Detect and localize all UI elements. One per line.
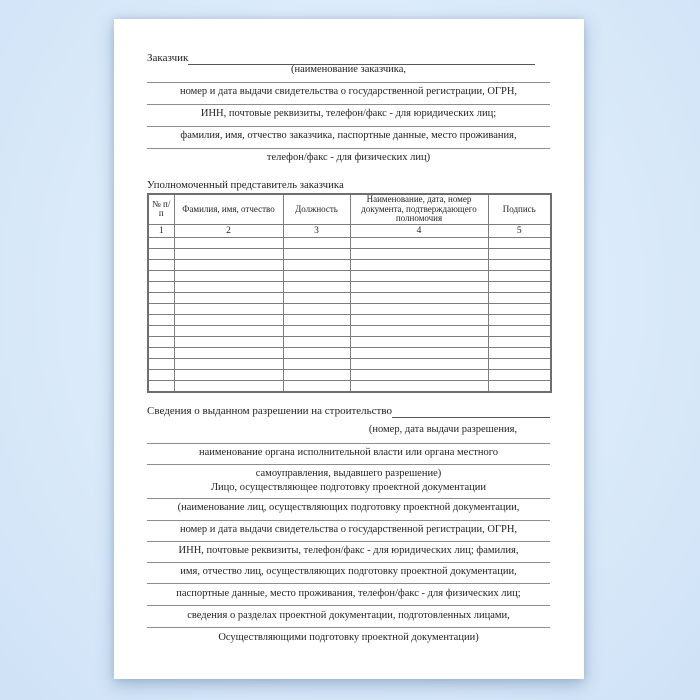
table-empty-cell: [488, 292, 551, 303]
customer-field: [147, 51, 550, 65]
table-empty-cell: [350, 292, 488, 303]
field-caption: (номер, дата выдачи разрешения,: [368, 424, 518, 435]
designer-label: Лицо, осуществляющее подготовку проектной документации: [210, 482, 487, 493]
table-empty-cell: [148, 303, 174, 314]
field-caption: самоуправления, выдавшего разрешение): [255, 468, 442, 479]
table-empty-cell: [148, 248, 174, 259]
table-empty-cell: [174, 281, 283, 292]
blank-line-rule: [147, 464, 550, 465]
table-empty-row: [148, 314, 551, 325]
table-empty-cell: [283, 303, 350, 314]
field-caption: фамилия, имя, отчество заказчика, паспортные данные, место проживания,: [180, 130, 517, 141]
table-empty-cell: [174, 380, 283, 392]
field-caption: (наименование заказчика,: [290, 64, 407, 75]
table-empty-cell: [283, 270, 350, 281]
blank-line-rule: [147, 583, 550, 584]
table-empty-cell: [148, 292, 174, 303]
table-empty-row: [148, 248, 551, 259]
field-caption: телефон/факс - для физических лиц): [266, 152, 431, 163]
table-empty-cell: [283, 248, 350, 259]
blank-line-rule: [147, 126, 550, 127]
table-empty-cell: [488, 380, 551, 392]
table-empty-cell: [488, 281, 551, 292]
table-empty-cell: [350, 380, 488, 392]
table-empty-cell: [148, 237, 174, 248]
field-caption: ИНН, почтовые реквизиты, телефон/факс - для юридических лиц;: [200, 108, 497, 119]
table-empty-cell: [350, 270, 488, 281]
field-caption: Осуществляющими подготовку проектной документации): [218, 632, 479, 643]
table-empty-cell: [174, 237, 283, 248]
blank-line-rule: [147, 562, 550, 563]
table-empty-cell: [148, 369, 174, 380]
table-empty-cell: [350, 369, 488, 380]
column-number: 1: [148, 224, 174, 237]
table-empty-cell: [148, 259, 174, 270]
table-empty-cell: [174, 259, 283, 270]
table-empty-cell: [350, 314, 488, 325]
table-empty-cell: [350, 303, 488, 314]
column-number: 4: [350, 224, 488, 237]
column-number: 2: [174, 224, 283, 237]
table-empty-cell: [283, 380, 350, 392]
col-header-position: Должность: [283, 194, 350, 224]
table-empty-cell: [350, 347, 488, 358]
permit-field: [147, 404, 550, 418]
table-empty-cell: [350, 358, 488, 369]
table-empty-row: [148, 270, 551, 281]
table-empty-cell: [350, 237, 488, 248]
table-empty-cell: [148, 270, 174, 281]
table-empty-cell: [174, 347, 283, 358]
table-empty-cell: [488, 369, 551, 380]
blank-line-rule: [147, 627, 550, 628]
field-caption: имя, отчество лиц, осуществляющих подготовку проектной документации,: [180, 566, 517, 577]
table-empty-row: [148, 369, 551, 380]
table-empty-cell: [174, 248, 283, 259]
table-empty-cell: [148, 325, 174, 336]
permit-blank-line: [392, 405, 550, 418]
table-empty-cell: [148, 314, 174, 325]
table-empty-cell: [488, 314, 551, 325]
table-header-row: [148, 194, 551, 224]
table-empty-cell: [148, 358, 174, 369]
col-header-signature: Подпись: [488, 194, 551, 224]
table-empty-cell: [488, 358, 551, 369]
col-header-number: № п/п: [148, 194, 174, 224]
table-empty-cell: [174, 358, 283, 369]
field-caption: паспортные данные, место проживания, телефон/факс - для физических лиц;: [176, 588, 521, 599]
table-empty-row: [148, 347, 551, 358]
table-empty-cell: [350, 281, 488, 292]
table-empty-cell: [148, 336, 174, 347]
column-number: 5: [488, 224, 551, 237]
table-empty-cell: [350, 248, 488, 259]
representative-table: [147, 193, 552, 393]
table-empty-cell: [283, 237, 350, 248]
blank-line-rule: [147, 605, 550, 606]
table-empty-cell: [283, 369, 350, 380]
table-empty-row: [148, 303, 551, 314]
table-empty-cell: [174, 292, 283, 303]
table-empty-cell: [488, 237, 551, 248]
table-empty-row: [148, 237, 551, 248]
table-empty-row: [148, 259, 551, 270]
table-empty-cell: [148, 347, 174, 358]
field-caption: наименование органа исполнительной власти или органа местного: [199, 447, 498, 458]
field-caption: (наименование лиц, осуществляющих подготовку проектной документации,: [177, 502, 520, 513]
column-number: 3: [283, 224, 350, 237]
table-empty-cell: [488, 325, 551, 336]
table-empty-cell: [488, 303, 551, 314]
table-empty-cell: [283, 347, 350, 358]
table-empty-cell: [488, 259, 551, 270]
representative-table-title: Уполномоченный представитель заказчика: [147, 179, 344, 191]
table-empty-row: [148, 281, 551, 292]
table-empty-cell: [488, 270, 551, 281]
table-empty-cell: [283, 325, 350, 336]
permit-label: Сведения о выданном разрешении на строительство: [147, 405, 392, 417]
table-empty-cell: [283, 336, 350, 347]
table-empty-cell: [350, 336, 488, 347]
table-empty-cell: [283, 259, 350, 270]
blank-line-rule: [147, 148, 550, 149]
table-empty-cell: [174, 336, 283, 347]
blank-line-rule: [147, 498, 550, 499]
table-empty-row: [148, 358, 551, 369]
col-header-document: Наименование, дата, номер документа, подтверждающего полномочия: [350, 194, 488, 224]
column-number-row: [148, 224, 551, 237]
table-empty-row: [148, 325, 551, 336]
table-empty-cell: [174, 303, 283, 314]
field-caption: сведения о разделах проектной документации, подготовленных лицами,: [187, 610, 510, 621]
table-empty-row: [148, 336, 551, 347]
customer-label: Заказчик: [147, 52, 189, 64]
representative-table-body: [148, 237, 551, 392]
table-empty-row: [148, 380, 551, 392]
table-empty-cell: [174, 314, 283, 325]
table-empty-cell: [488, 336, 551, 347]
table-empty-cell: [174, 325, 283, 336]
table-empty-cell: [350, 325, 488, 336]
field-caption: номер и дата выдачи свидетельства о государственной регистрации, ОГРН,: [179, 524, 518, 535]
table-empty-cell: [283, 281, 350, 292]
field-caption: номер и дата выдачи свидетельства о государственной регистрации, ОГРН,: [179, 86, 518, 97]
table-empty-cell: [283, 358, 350, 369]
table-empty-cell: [350, 259, 488, 270]
table-empty-row: [148, 292, 551, 303]
blank-line-rule: [147, 520, 550, 521]
table-empty-cell: [488, 347, 551, 358]
blank-line-rule: [147, 541, 550, 542]
blank-line-rule: [147, 82, 550, 83]
form-page: [114, 19, 584, 679]
col-header-name: Фамилия, имя, отчество: [174, 194, 283, 224]
table-empty-cell: [174, 270, 283, 281]
table-empty-cell: [148, 281, 174, 292]
table-empty-cell: [488, 248, 551, 259]
table-empty-cell: [174, 369, 283, 380]
field-caption: ИНН, почтовые реквизиты, телефон/факс - для юридических лиц; фамилия,: [178, 545, 519, 556]
table-empty-cell: [283, 292, 350, 303]
table-empty-cell: [148, 380, 174, 392]
table-empty-cell: [283, 314, 350, 325]
blank-line-rule: [147, 104, 550, 105]
blank-line-rule: [147, 443, 550, 444]
